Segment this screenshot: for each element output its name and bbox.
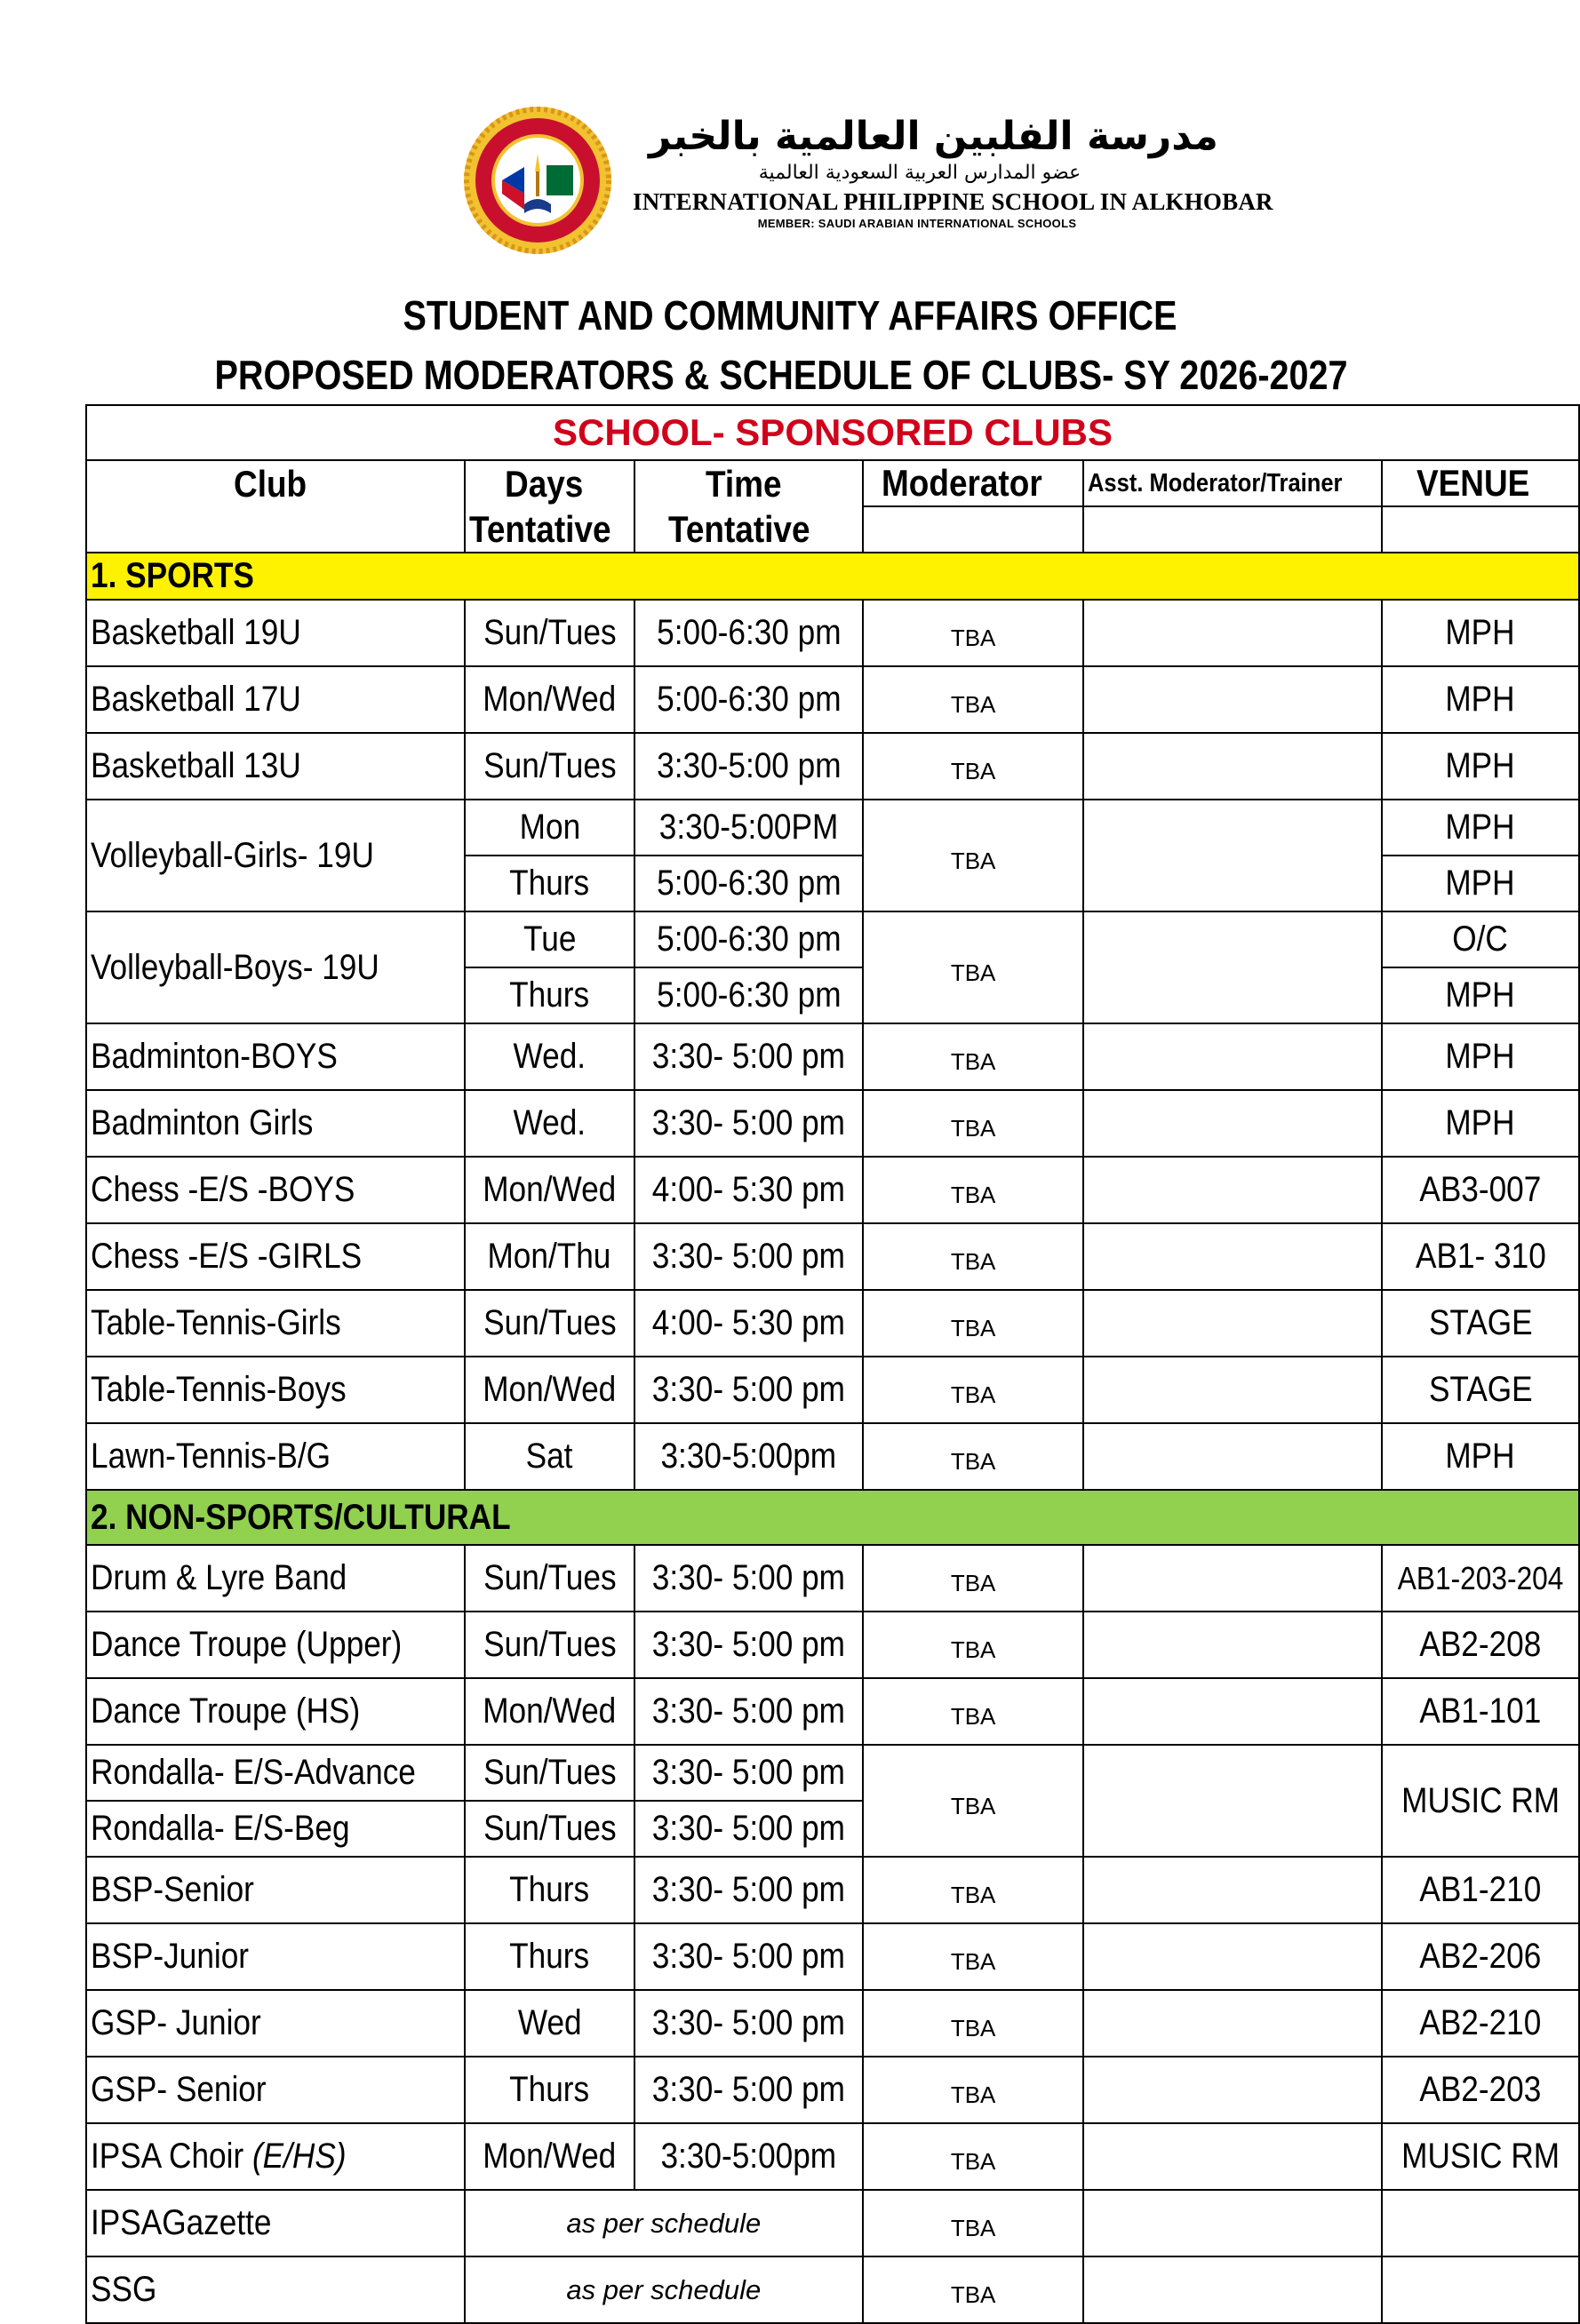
table-banner-row (86, 405, 1579, 460)
club-cell: IPSAGazette (86, 2190, 465, 2256)
venue-cell: AB3-007 (1382, 1157, 1579, 1223)
days-cell: Sun/Tues (465, 733, 634, 800)
days-cell: Sat (465, 1423, 634, 1490)
table-row (86, 2190, 1579, 2256)
venue-cell: AB1-210 (1382, 1857, 1579, 1923)
venue-cell: MPH (1382, 856, 1579, 911)
days-cell: Mon (465, 800, 634, 856)
club-note: (E/HS) (251, 2137, 347, 2176)
header-days: Days (465, 460, 634, 506)
asst-cell (1083, 666, 1382, 733)
club-cell: IPSA Choir (E/HS) (86, 2123, 465, 2190)
moderator-cell: TBA (863, 1612, 1083, 1678)
moderator-cell: TBA (863, 1290, 1083, 1357)
days-cell: Thurs (465, 967, 634, 1023)
time-cell: 5:00-6:30 pm (634, 856, 863, 911)
table-row (86, 1290, 1579, 1357)
club-cell: Table-Tennis-Girls (86, 1290, 465, 1357)
moderator-cell: TBA (863, 911, 1083, 1023)
venue-cell: STAGE (1382, 1357, 1579, 1423)
table-row (86, 1612, 1579, 1678)
venue-cell: AB2-206 (1382, 1923, 1579, 1990)
venue-cell: AB1-101 (1382, 1678, 1579, 1745)
days-cell: Mon/Wed (465, 1157, 634, 1223)
table-row (86, 1678, 1579, 1745)
asst-cell (1083, 1423, 1382, 1490)
table-row (86, 1423, 1579, 1490)
venue-cell: STAGE (1382, 1290, 1579, 1357)
asst-cell (1083, 1290, 1382, 1357)
venue-cell: MPH (1382, 1423, 1579, 1490)
asst-cell (1083, 2057, 1382, 2123)
schedule-cell: as per schedule (465, 2190, 863, 2256)
moderator-cell: TBA (863, 666, 1083, 733)
asst-cell (1083, 1923, 1382, 1990)
time-cell: 3:30- 5:00 pm (634, 1801, 863, 1857)
table-row (86, 733, 1579, 800)
days-cell: Sun/Tues (465, 1801, 634, 1857)
moderator-cell: TBA (863, 2256, 1083, 2323)
venue-cell: AB1- 310 (1382, 1223, 1579, 1290)
club-cell: Badminton Girls (86, 1090, 465, 1157)
venue-cell: MPH (1382, 600, 1579, 666)
time-cell: 5:00-6:30 pm (634, 911, 863, 967)
time-cell: 3:30- 5:00 pm (634, 1678, 863, 1745)
header-time: Time (634, 460, 863, 506)
school-sponsored-clubs-banner: SCHOOL- SPONSORED CLUBS (86, 405, 1579, 460)
venue-cell: O/C (1382, 911, 1579, 967)
table-row (86, 2057, 1579, 2123)
time-cell: 3:30-5:00pm (634, 2123, 863, 2190)
venue-cell: MUSIC RM (1382, 1745, 1579, 1857)
club-cell: Volleyball-Girls- 19U (86, 800, 465, 911)
club-cell: Drum & Lyre Band (86, 1545, 465, 1612)
header-asst-empty (1083, 506, 1382, 553)
asst-cell (1083, 2123, 1382, 2190)
venue-cell: MPH (1382, 800, 1579, 856)
club-cell: Basketball 19U (86, 600, 465, 666)
moderator-cell: TBA (863, 1545, 1083, 1612)
asst-cell (1083, 1023, 1382, 1090)
moderator-cell: TBA (863, 1990, 1083, 2057)
time-cell: 3:30- 5:00 pm (634, 1857, 863, 1923)
club-cell: Dance Troupe (Upper) (86, 1612, 465, 1678)
moderator-cell: TBA (863, 1745, 1083, 1857)
moderator-cell: TBA (863, 1678, 1083, 1745)
moderator-cell: TBA (863, 2190, 1083, 2256)
table-row (86, 1023, 1579, 1090)
asst-cell (1083, 1545, 1382, 1612)
time-cell: 5:00-6:30 pm (634, 967, 863, 1023)
days-cell: Sun/Tues (465, 1545, 634, 1612)
section-row-non-sports (86, 1490, 1579, 1545)
time-cell: 3:30- 5:00 pm (634, 1990, 863, 2057)
moderator-cell: TBA (863, 600, 1083, 666)
header-venue: VENUE (1382, 460, 1579, 506)
venue-cell: AB2-210 (1382, 1990, 1579, 2057)
days-cell: Tue (465, 911, 634, 967)
days-cell: Sun/Tues (465, 1612, 634, 1678)
asst-cell (1083, 1357, 1382, 1423)
time-cell: 3:30-5:00pm (634, 1423, 863, 1490)
venue-cell: MPH (1382, 967, 1579, 1023)
asst-cell (1083, 2256, 1382, 2323)
schedule-cell: as per schedule (465, 2256, 863, 2323)
club-cell: Rondalla- E/S-Advance (86, 1745, 465, 1801)
table-row (86, 1923, 1579, 1990)
days-cell: Thurs (465, 2057, 634, 2123)
days-cell: Wed. (465, 1023, 634, 1090)
days-cell: Mon/Wed (465, 666, 634, 733)
table-row (86, 1857, 1579, 1923)
time-cell: 3:30- 5:00 pm (634, 2057, 863, 2123)
days-cell: Mon/Wed (465, 2123, 634, 2190)
moderator-cell: TBA (863, 1357, 1083, 1423)
club-cell: Basketball 17U (86, 666, 465, 733)
moderator-cell: TBA (863, 1423, 1083, 1490)
asst-cell (1083, 2190, 1382, 2256)
asst-cell (1083, 600, 1382, 666)
table-row (86, 2123, 1579, 2190)
time-cell: 4:00- 5:30 pm (634, 1290, 863, 1357)
venue-cell (1382, 2190, 1579, 2256)
asst-cell (1083, 800, 1382, 911)
days-cell: Thurs (465, 856, 634, 911)
moderator-cell: TBA (863, 1223, 1083, 1290)
school-seal-icon (462, 105, 613, 256)
asst-cell (1083, 733, 1382, 800)
club-cell: GSP- Senior (86, 2057, 465, 2123)
schedule-title: PROPOSED MODERATORS & SCHEDULE OF CLUBS- SY 2026-2027 (214, 352, 1348, 398)
days-cell: Wed (465, 1990, 634, 2057)
header-venue-empty (1382, 506, 1579, 553)
header-asst-moderator: Asst. Moderator/Trainer (1083, 460, 1382, 506)
moderator-cell: TBA (863, 1090, 1083, 1157)
club-cell: Volleyball-Boys- 19U (86, 911, 465, 1023)
school-membership: MEMBER: SAUDI ARABIAN INTERNATIONAL SCHOOLS (757, 217, 1077, 230)
table-row (86, 1745, 1579, 1801)
venue-cell: MUSIC RM (1382, 2123, 1579, 2190)
header-time-tentative: Tentative (634, 506, 863, 553)
asst-cell (1083, 1612, 1382, 1678)
header-moderator-empty (863, 506, 1083, 553)
asst-cell (1083, 1090, 1382, 1157)
table-row (86, 911, 1579, 967)
time-cell: 3:30-5:00PM (634, 800, 863, 856)
moderator-cell: TBA (863, 2123, 1083, 2190)
club-cell: Badminton-BOYS (86, 1023, 465, 1090)
club-cell: Chess -E/S -BOYS (86, 1157, 465, 1223)
venue-cell: AB2-203 (1382, 2057, 1579, 2123)
moderator-cell: TBA (863, 733, 1083, 800)
moderator-cell: TBA (863, 2057, 1083, 2123)
days-cell: Sun/Tues (465, 1745, 634, 1801)
time-cell: 3:30- 5:00 pm (634, 1023, 863, 1090)
days-cell: Mon/Wed (465, 1678, 634, 1745)
section-row-sports (86, 553, 1579, 600)
table-row (86, 1357, 1579, 1423)
time-cell: 3:30-5:00 pm (634, 733, 863, 800)
header-row (86, 460, 1579, 506)
time-cell: 3:30- 5:00 pm (634, 1090, 863, 1157)
time-cell: 4:00- 5:30 pm (634, 1157, 863, 1223)
venue-cell: AB1-203-204 (1382, 1545, 1579, 1612)
time-cell: 3:30- 5:00 pm (634, 1223, 863, 1290)
clubs-schedule-table (85, 404, 1580, 2324)
club-cell: Dance Troupe (HS) (86, 1678, 465, 1745)
venue-cell: MPH (1382, 1090, 1579, 1157)
days-cell: Sun/Tues (465, 600, 634, 666)
days-cell: Mon/Wed (465, 1357, 634, 1423)
moderator-cell: TBA (863, 1857, 1083, 1923)
club-cell: Lawn-Tennis-B/G (86, 1423, 465, 1490)
school-name-arabic: مدرسة الفلبين العالمية بالخبر (649, 114, 1218, 159)
time-cell: 3:30- 5:00 pm (634, 1745, 863, 1801)
table-row (86, 1157, 1579, 1223)
time-cell: 3:30- 5:00 pm (634, 1545, 863, 1612)
table-row (86, 666, 1579, 733)
asst-cell (1083, 911, 1382, 1023)
time-cell: 3:30- 5:00 pm (634, 1612, 863, 1678)
moderator-cell: TBA (863, 1023, 1083, 1090)
header-club: Club (86, 460, 465, 553)
time-cell: 3:30- 5:00 pm (634, 1923, 863, 1990)
moderator-cell: TBA (863, 1923, 1083, 1990)
moderator-cell: TBA (863, 1157, 1083, 1223)
header-days-tentative: Tentative (465, 506, 634, 553)
asst-cell (1083, 1223, 1382, 1290)
asst-cell (1083, 1157, 1382, 1223)
time-cell: 3:30- 5:00 pm (634, 1357, 863, 1423)
table-row (86, 1545, 1579, 1612)
venue-cell: AB2-208 (1382, 1612, 1579, 1678)
days-cell: Mon/Thu (465, 1223, 634, 1290)
section-sports: 1. SPORTS (86, 553, 1579, 600)
moderator-cell: TBA (863, 800, 1083, 911)
asst-cell (1083, 1857, 1382, 1923)
school-membership-arabic: عضو المدارس العربية السعودية العالمية (758, 162, 1081, 184)
table-row (86, 1223, 1579, 1290)
days-cell: Thurs (465, 1923, 634, 1990)
header-moderator: Moderator (863, 460, 1083, 506)
asst-cell (1083, 1745, 1382, 1857)
club-cell: BSP-Junior (86, 1923, 465, 1990)
club-cell: BSP-Senior (86, 1857, 465, 1923)
table-row (86, 2256, 1579, 2323)
office-title: STUDENT AND COMMUNITY AFFAIRS OFFICE (403, 292, 1177, 338)
time-cell: 5:00-6:30 pm (634, 666, 863, 733)
club-cell: Chess -E/S -GIRLS (86, 1223, 465, 1290)
club-cell: Basketball 13U (86, 733, 465, 800)
club-cell: SSG (86, 2256, 465, 2323)
days-cell: Wed. (465, 1090, 634, 1157)
table-row (86, 1990, 1579, 2057)
venue-cell: MPH (1382, 733, 1579, 800)
days-cell: Sun/Tues (465, 1290, 634, 1357)
club-cell: Rondalla- E/S-Beg (86, 1801, 465, 1857)
days-cell: Thurs (465, 1857, 634, 1923)
club-cell: Table-Tennis-Boys (86, 1357, 465, 1423)
school-name-english: INTERNATIONAL PHILIPPINE SCHOOL IN ALKHOBAR (633, 188, 1273, 215)
table-row (86, 600, 1579, 666)
venue-cell (1382, 2256, 1579, 2323)
table-row (86, 800, 1579, 856)
asst-cell (1083, 1678, 1382, 1745)
asst-cell (1083, 1990, 1382, 2057)
venue-cell: MPH (1382, 666, 1579, 733)
section-non-sports: 2. NON-SPORTS/CULTURAL (86, 1490, 1579, 1545)
time-cell: 5:00-6:30 pm (634, 600, 863, 666)
letterhead (0, 0, 1580, 275)
table-row (86, 1090, 1579, 1157)
club-cell: GSP- Junior (86, 1990, 465, 2057)
venue-cell: MPH (1382, 1023, 1579, 1090)
